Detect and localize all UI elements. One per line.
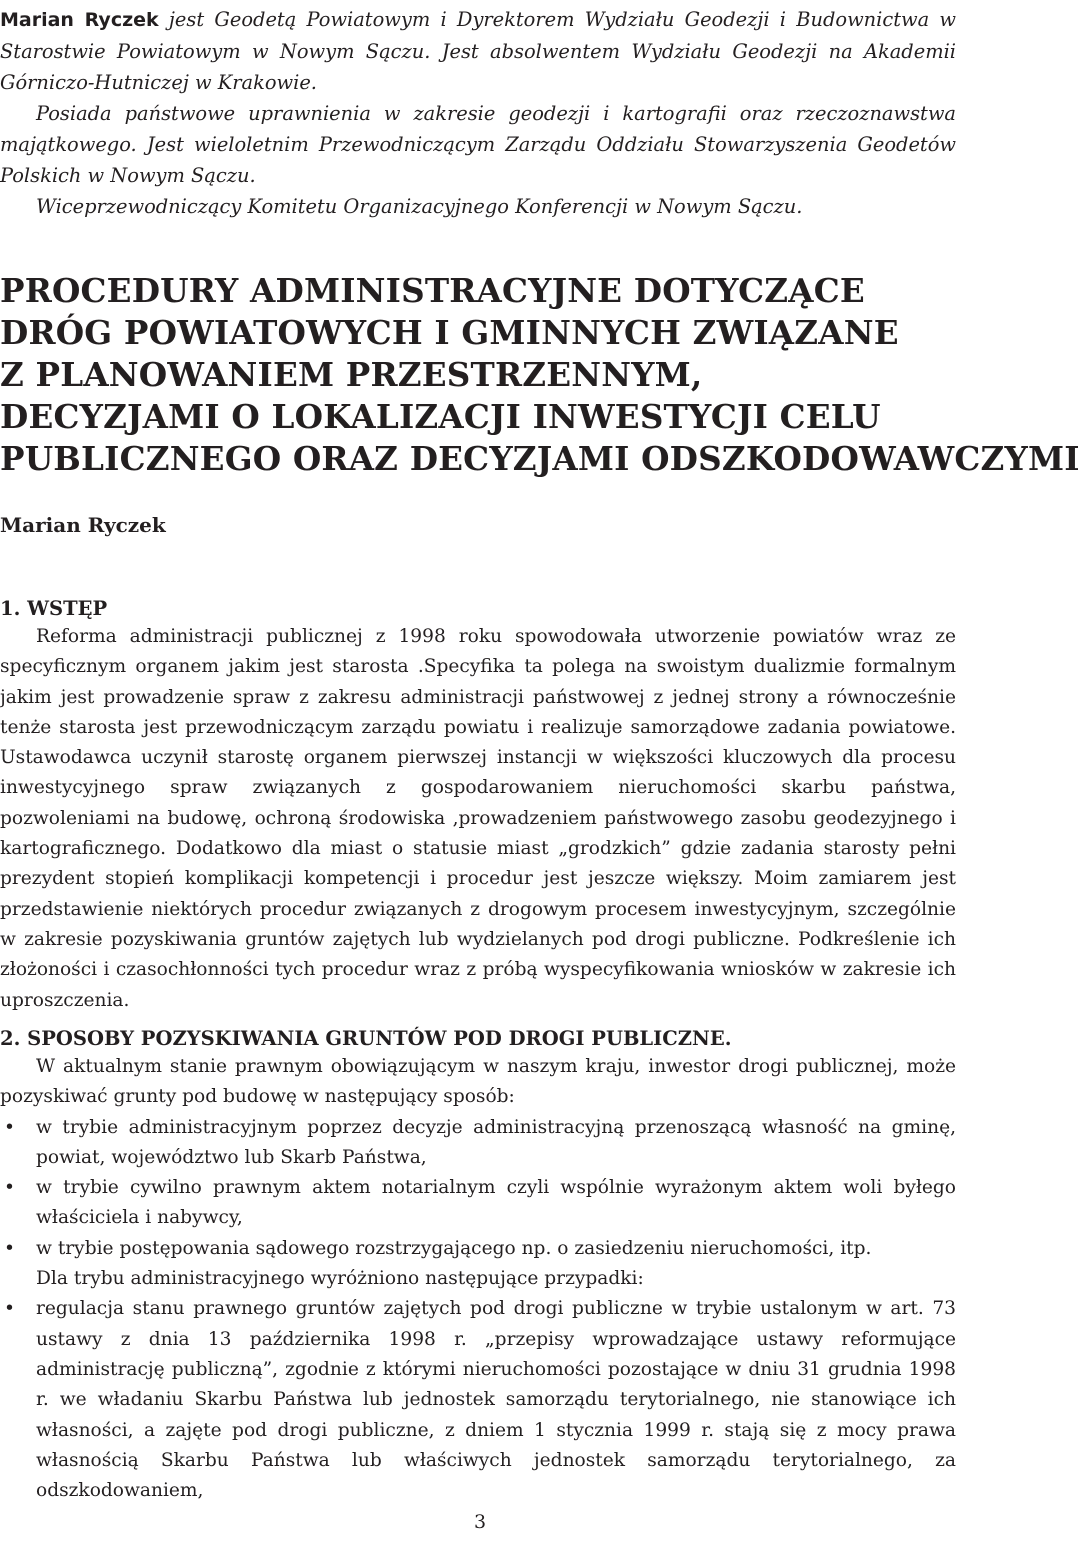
title-line: Z PLANOWANIEM PRZESTRZENNYM, bbox=[0, 355, 703, 394]
list-item: • w trybie administracyjnym poprzez decyzje administracyjną przenoszącą własność na gminę, powiat, województwo lub Skarb Państwa, bbox=[0, 1113, 956, 1174]
title-line: PUBLICZNEGO ORAZ DECYZJAMI ODSZKODOWAWCZYMI bbox=[0, 439, 1080, 478]
list-item: • regulacja stanu prawnego gruntów zajętych pod drogi publiczne w trybie ustalonym w art. 73 ustawy z dnia 13 października 1998 r. „przepisy wprowadzające ustawy reformujące administrację publiczną”, zgodnie z którymi nieruchomości pozostające w dniu 31 grudnia 1998 r. we władaniu Skarbu Państwa lub jednostek samorządu terytorialnego, nie stanowiące ich własności, a zajęte pod drogi publiczne, z dniem 1 stycznia 1999 r. stają się z mocy prawa własnością Skarbu Państwa lub właściwych jednostek samorządu terytorialnego, za odszkodowaniem, bbox=[0, 1294, 956, 1506]
section-1-body bbox=[0, 622, 956, 1016]
title-line: DECYZJAMI O LOKALIZACJI INWESTYCJI CELU bbox=[0, 397, 881, 436]
article-author: Marian Ryczek bbox=[0, 513, 166, 537]
section-2-intro: W aktualnym stanie prawnym obowiązującym w naszym kraju, inwestor drogi publicznej, może pozyskiwać grunty pod budowę w następujący sposób: bbox=[0, 1056, 956, 1108]
page-number: 3 bbox=[473, 1511, 487, 1533]
bio-name: Marian Ryczek bbox=[0, 9, 159, 31]
section-2-heading: 2. SPOSOBY POZYSKIWANIA GRUNTÓW POD DROGI PUBLICZNE. bbox=[0, 1027, 732, 1050]
title-line: PROCEDURY ADMINISTRACYJNE DOTYCZĄCE bbox=[0, 271, 865, 310]
admin-cases-intro: Dla trybu administracyjnego wyróżniono następujące przypadki: bbox=[36, 1268, 644, 1290]
section-2-body bbox=[0, 1052, 956, 1506]
bio-paragraph-3: Wiceprzewodniczący Komitetu Organizacyjnego Konferencji w Nowym Sączu. bbox=[36, 195, 803, 218]
bio-paragraph-1-text: jest Geodetą Powiatowym i Dyrektorem Wydziału Geodezji i Budownictwa w Starostwie Powiatowym w Nowym Sączu. Jest absolwentem Wydziału Geodezji na Akademii Górniczo-Hutniczej w Krakowie. bbox=[0, 8, 956, 94]
acquisition-methods-list bbox=[0, 1113, 956, 1264]
list-item: • w trybie postępowania sądowego rozstrzygającego np. o zasiedzeniu nieruchomości, itp. bbox=[0, 1234, 956, 1264]
bio-paragraph-2: Posiada państwowe uprawnienia w zakresie geodezji i kartografii oraz rzeczoznawstwa majątkowego. Jest wieloletnim Przewodniczącym Zarządu Oddziału Stowarzyszenia Geodetów Polskich w Nowym Sączu. bbox=[0, 102, 956, 187]
list-item: • w trybie cywilno prawnym aktem notarialnym czyli wspólnie wyrażonym aktem woli byłego właściciela i nabywcy, bbox=[0, 1173, 956, 1234]
admin-cases-list bbox=[0, 1294, 956, 1506]
bio-paragraph-1 bbox=[0, 4, 956, 98]
title-line: DRÓG POWIATOWYCH I GMINNYCH ZWIĄZANE bbox=[0, 313, 899, 352]
author-bio bbox=[0, 4, 956, 222]
article-title bbox=[0, 270, 1080, 480]
section-1-paragraph: Reforma administracji publicznej z 1998 roku spowodowała utworzenie powiatów wraz ze specyficznym organem jakim jest starosta .Specyfika ta polega na swoistym dualizmie formalnym jakim jest prowadzenie spraw z zakresu administracji państwowej z jednej strony a równocześnie tenże starosta jest przewodniczącym zarządu powiatu i realizuje samorządowe zadania powiatowe. Ustawodawca uczynił starostę organem pierwszej instancji w większości kluczowych dla procesu inwestycyjnego spraw związanych z gospodarowaniem nieruchomości skarbu państwa, pozwoleniami na budowę, ochroną środowiska ,prowadzeniem państwowego zasobu geodezyjnego i kartograficznego. Dodatkowo dla miast o statusie miast „grodzkich” gdzie zadania starosty pełni prezydent stopień komplikacji kompetencji i procedur jest jeszcze większy. Moim zamiarem jest przedstawienie niektórych procedur związanych z drogowym procesem inwestycyjnym, szczególnie w zakresie pozyskiwania gruntów zajętych lub wydzielanych pod drogi publiczne. Podkreślenie ich złożoności i czasochłonności tych procedur wraz z próbą wyspecyfikowania wniosków w zakresie ich uproszczenia. bbox=[0, 626, 956, 1011]
section-1-heading: 1. WSTĘP bbox=[0, 597, 108, 620]
